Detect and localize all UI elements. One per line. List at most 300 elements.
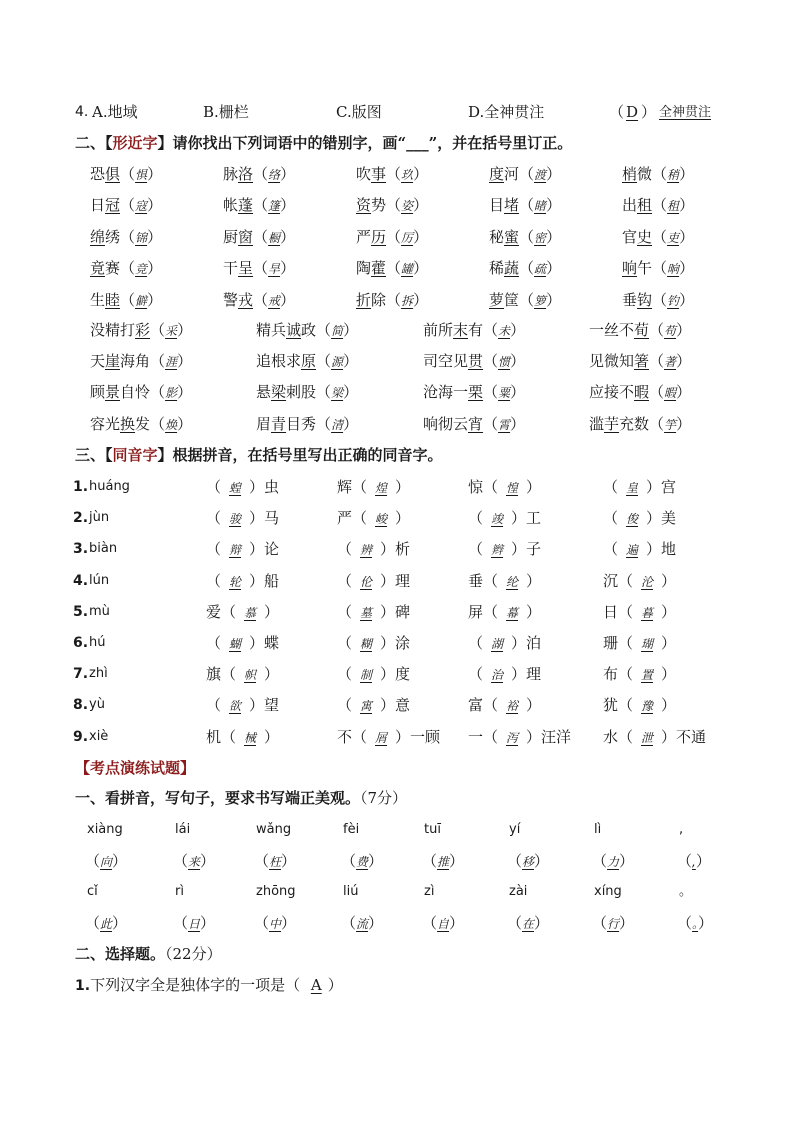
paren: （ xyxy=(649,414,665,433)
word-text: 目 xyxy=(489,196,505,215)
exam-practice-header: 【考点演练试题】 xyxy=(75,759,196,777)
answer-letter: A xyxy=(310,976,322,994)
homophone-item xyxy=(337,602,410,623)
homophone-answer: 暮 xyxy=(641,605,654,620)
item-text: （ xyxy=(206,478,222,496)
idiom-text: 精兵 xyxy=(256,321,287,339)
paren: （ xyxy=(150,321,166,339)
paren: ） xyxy=(546,165,562,183)
homophone-answer: 蝴 xyxy=(229,637,242,651)
item-text: ）望 xyxy=(249,696,280,715)
error-char: 栗 xyxy=(468,383,484,402)
homophone-answer: 慕 xyxy=(244,605,257,620)
homophone-item xyxy=(603,664,676,685)
paren: （ xyxy=(652,196,668,215)
paren: ） xyxy=(280,196,296,215)
item-text: （ xyxy=(337,634,353,652)
correction-answer: 梁 xyxy=(331,386,344,401)
paren: ） xyxy=(534,852,550,870)
correction-answer: 惧 xyxy=(135,168,148,182)
homophone-item xyxy=(337,508,410,529)
item-number: 8. xyxy=(73,697,89,714)
paren: （ xyxy=(120,227,136,246)
homophone-answer: 惶 xyxy=(506,481,519,495)
idiom-text: 海角 xyxy=(120,352,151,371)
answer-char: 行 xyxy=(607,917,620,931)
option-c: C.版图 xyxy=(336,103,382,121)
paren: ） xyxy=(280,259,296,278)
paren: （ xyxy=(592,852,608,870)
homophone-answer: 竣 xyxy=(491,512,504,527)
item-text: （ xyxy=(206,571,222,590)
answer-cell xyxy=(254,851,296,872)
heading-instruction: 】根据拼音，在括号里写出正确的同音字。 xyxy=(157,446,443,464)
paren: ） xyxy=(413,196,429,215)
paren: ） xyxy=(510,321,526,339)
item-text: 布（ xyxy=(603,665,634,684)
item-text: 沉（ xyxy=(603,571,634,590)
correction-answer: 稍 xyxy=(667,168,680,182)
idiom-text: 顾 xyxy=(90,383,106,402)
paren: （ xyxy=(483,321,499,339)
word-item xyxy=(622,164,694,185)
pinyin-syllable: rì xyxy=(175,884,184,899)
homophone-answer: 屑 xyxy=(375,730,388,745)
homophone-item xyxy=(468,727,571,748)
word-item xyxy=(90,290,162,311)
paren: ） xyxy=(280,227,296,246)
option-b: B.栅栏 xyxy=(203,103,249,121)
homophone-answer: 裕 xyxy=(506,699,519,714)
idiom-text: 前所 xyxy=(423,321,454,339)
answer-cell xyxy=(677,913,713,934)
item-text: ） xyxy=(264,665,280,684)
pinyin-syllable: liú xyxy=(343,884,359,899)
item-text: （ xyxy=(337,602,353,621)
error-char: 俱 xyxy=(105,165,121,183)
paren: ） xyxy=(147,196,163,215)
homophone-answer: 糊 xyxy=(360,637,373,651)
item-text: （ xyxy=(468,634,484,652)
answer-cell xyxy=(677,851,711,872)
answer-char: 在 xyxy=(522,917,535,931)
paren: （ xyxy=(173,852,189,870)
error-char: 彩 xyxy=(135,321,151,339)
answer-letter: D xyxy=(626,103,639,121)
item-text: （ xyxy=(206,509,222,528)
pinyin-syllable: xiàng xyxy=(87,822,123,837)
item-text: ）船 xyxy=(249,571,280,590)
homophone-item xyxy=(337,633,410,654)
answer-open-paren: （ xyxy=(609,103,625,121)
paren: ） xyxy=(200,914,216,932)
homophone-answer: 置 xyxy=(641,668,654,683)
paren: ） xyxy=(676,414,692,433)
heading-prefix: 二、【 xyxy=(75,134,113,152)
item-text: （ xyxy=(206,540,222,559)
correction-answer: 简 xyxy=(331,324,344,338)
item-text: ）马 xyxy=(249,509,280,528)
error-char: 绵 xyxy=(90,227,106,246)
error-char: 诚 xyxy=(286,321,302,339)
error-char: 窗 xyxy=(238,227,254,246)
item-text: ） xyxy=(526,696,542,715)
paren: （ xyxy=(253,165,269,183)
word-item xyxy=(223,290,295,311)
paren: （ xyxy=(150,352,166,371)
section-2-heading xyxy=(75,133,572,153)
idiom-item xyxy=(90,382,192,403)
option-a: A.地域 xyxy=(92,103,138,121)
paren: ） xyxy=(147,165,163,183)
homophone-item xyxy=(603,477,676,498)
error-char: 钩 xyxy=(637,290,653,309)
homophone-item xyxy=(206,602,279,623)
answer-cell xyxy=(85,851,127,872)
homophone-answer: 辨 xyxy=(360,543,373,558)
idiom-text: 眉 xyxy=(256,414,272,433)
error-char: 冠 xyxy=(105,196,121,215)
correction-answer: 霄 xyxy=(498,417,511,432)
paren: （ xyxy=(649,383,665,402)
pinyin: zhì xyxy=(89,666,108,682)
item-number: 9. xyxy=(73,728,89,745)
paren: （ xyxy=(386,196,402,215)
paren: ） xyxy=(676,321,692,339)
word-text: 帐 xyxy=(223,196,239,215)
paren: （ xyxy=(341,914,357,932)
error-char: 梁 xyxy=(271,383,287,402)
error-char: 藿 xyxy=(371,259,387,278)
homophone-item xyxy=(337,477,410,498)
answer-char: 流 xyxy=(356,917,369,931)
correction-answer: 疏 xyxy=(534,262,547,277)
item-number: 7. xyxy=(73,666,89,683)
word-item xyxy=(489,164,561,185)
item-text: 惊（ xyxy=(468,478,499,496)
paren: （ xyxy=(652,227,668,246)
word-text: 脉 xyxy=(223,165,239,183)
correction-answer: 清 xyxy=(331,417,344,432)
pinyin-syllable: yí xyxy=(509,822,521,837)
idiom-text: 充数 xyxy=(619,414,650,433)
homophone-answer: 帜 xyxy=(244,668,257,683)
homophone-item xyxy=(206,571,279,592)
item-text: ）美 xyxy=(646,509,677,528)
item-text: （ xyxy=(206,696,222,715)
item-text: ） xyxy=(395,478,411,496)
idiom-text: 容光 xyxy=(90,414,121,433)
homophone-item xyxy=(603,508,676,529)
item-text: 水（ xyxy=(603,727,634,746)
item-text: ）涂 xyxy=(380,634,411,652)
item-text: ）汪洋 xyxy=(526,727,572,746)
paren: （ xyxy=(649,321,665,339)
paren: （ xyxy=(677,852,693,870)
paren: （ xyxy=(253,196,269,215)
word-text: 恐 xyxy=(90,165,106,183)
answer-cell xyxy=(173,913,215,934)
pinyin: biàn xyxy=(89,541,118,557)
paren: ） xyxy=(147,290,163,309)
homophone-answer: 湖 xyxy=(491,637,504,651)
word-text: 绣 xyxy=(105,227,121,246)
answer-char: 向 xyxy=(100,855,113,869)
idiom-text: 滥 xyxy=(589,414,605,433)
word-text: 河 xyxy=(504,165,520,183)
idiom-text: 自怜 xyxy=(120,383,151,402)
item-text: ）虫 xyxy=(249,478,280,496)
item-number: 1. xyxy=(73,479,89,495)
answer-cell xyxy=(85,913,127,934)
part-1-title: 一、看拼音，写句子，要求书写端正美观。 xyxy=(75,789,361,807)
paren: （ xyxy=(120,165,136,183)
item-number: 4. xyxy=(73,572,89,589)
word-item xyxy=(622,258,694,279)
paren: （ xyxy=(253,290,269,309)
item-text: 垂（ xyxy=(468,571,499,590)
paren: ） xyxy=(679,290,695,309)
correction-answer: 惯 xyxy=(498,355,511,370)
idiom-text: 天 xyxy=(90,352,106,371)
pinyin-syllable: 。 xyxy=(679,884,693,899)
paren: （ xyxy=(316,414,332,433)
paren: ） xyxy=(698,914,714,932)
paren: ） xyxy=(413,165,429,183)
item-text: （ xyxy=(468,540,484,559)
item-text: 严（ xyxy=(337,509,368,528)
homophone-item xyxy=(468,602,541,623)
item-text: ）论 xyxy=(249,540,280,559)
item-text: ） xyxy=(661,571,677,590)
correction-answer: 著 xyxy=(664,355,677,370)
error-char: 堵 xyxy=(504,196,520,215)
answer-cell xyxy=(341,851,383,872)
idiom-text: 悬 xyxy=(256,383,272,402)
homophone-answer: 幕 xyxy=(506,605,519,620)
error-char: 蔬 xyxy=(504,259,520,278)
correction-answer: 络 xyxy=(268,168,281,182)
paren: ） xyxy=(676,383,692,402)
idiom-item xyxy=(256,320,358,341)
homophone-item xyxy=(206,727,279,748)
correction-answer: 苟 xyxy=(664,324,677,338)
error-char: 暇 xyxy=(634,383,650,402)
paren: ） xyxy=(280,290,296,309)
correction-answer: 竞 xyxy=(135,262,148,277)
homophone-item xyxy=(337,727,440,748)
word-item xyxy=(356,258,428,279)
paren: ） xyxy=(413,227,429,246)
paren: （ xyxy=(173,914,189,932)
word-text: 秘 xyxy=(489,227,505,246)
idiom-item xyxy=(589,320,691,341)
answer-char: 自 xyxy=(437,917,450,931)
homophone-item xyxy=(206,664,279,685)
word-text: 稀 xyxy=(489,259,505,278)
homophone-item xyxy=(603,633,676,654)
word-item xyxy=(622,195,694,216)
homophone-answer: 骏 xyxy=(229,512,242,527)
error-char: 梢 xyxy=(622,165,638,183)
idiom-text: 追根求 xyxy=(256,352,302,371)
word-item xyxy=(489,258,561,279)
item-text: ） xyxy=(526,602,542,621)
paren: （ xyxy=(483,383,499,402)
item-text: （ xyxy=(206,634,222,652)
homophone-item xyxy=(468,508,541,529)
homophone-answer: 墓 xyxy=(360,605,373,620)
homophone-item xyxy=(206,695,279,716)
homophone-answer: 蝗 xyxy=(229,481,242,495)
item-text: 富（ xyxy=(468,696,499,715)
idiom-text: 没精打 xyxy=(90,321,136,339)
item-text: 机（ xyxy=(206,727,237,746)
error-char: 租 xyxy=(637,196,653,215)
homophone-answer: 泻 xyxy=(506,730,519,745)
item-text: ）蝶 xyxy=(249,634,280,652)
error-char: 萝 xyxy=(489,290,505,309)
pinyin-syllable: lái xyxy=(175,822,191,837)
correction-answer: 睹 xyxy=(534,199,547,214)
paren: （ xyxy=(507,852,523,870)
heading-instruction: 】请你找出下列词语中的错别字，画“___”，并在括号里订正。 xyxy=(157,134,573,152)
idiom-text: 响彻云 xyxy=(423,414,469,433)
word-text: 垂 xyxy=(622,290,638,309)
answer-char: 。 xyxy=(692,917,699,931)
item-text: ） xyxy=(395,509,411,528)
item-number: 5. xyxy=(73,603,89,620)
word-item xyxy=(90,227,162,248)
item-text: ） xyxy=(264,602,280,621)
word-text: 午 xyxy=(637,259,653,278)
answer-char: , xyxy=(692,855,696,869)
error-char: 洛 xyxy=(238,165,254,183)
homophone-item xyxy=(603,539,676,560)
homophone-answer: 轮 xyxy=(229,574,242,589)
question-number: 1. xyxy=(75,978,91,994)
item-text: ）碑 xyxy=(380,602,411,621)
question-number: 4. xyxy=(75,104,89,120)
error-char: 响 xyxy=(622,259,638,278)
pinyin-syllable: zài xyxy=(509,884,528,899)
item-number: 2. xyxy=(73,510,89,527)
paren: （ xyxy=(85,914,101,932)
pinyin: yù xyxy=(89,697,105,713)
paren: ） xyxy=(679,227,695,246)
item-text: ）泊 xyxy=(511,634,542,652)
pinyin-syllable: lì xyxy=(594,822,602,837)
pinyin: xiè xyxy=(89,728,109,744)
error-char: 末 xyxy=(453,321,469,339)
paren: （ xyxy=(483,352,499,371)
correction-answer: 租 xyxy=(667,199,680,214)
correction-answer: 粟 xyxy=(498,386,511,401)
word-text: 生 xyxy=(90,290,106,309)
paren: （ xyxy=(519,165,535,183)
item-text: 一（ xyxy=(468,727,499,746)
paren: ） xyxy=(546,259,562,278)
paren: ） xyxy=(546,290,562,309)
paren: ） xyxy=(534,914,550,932)
word-text: 吹 xyxy=(356,165,372,183)
part-1-heading xyxy=(75,788,407,808)
homophone-item xyxy=(468,477,541,498)
paren: （ xyxy=(422,914,438,932)
part-2-score: （22分） xyxy=(165,945,222,963)
paren: ） xyxy=(177,414,193,433)
paren: （ xyxy=(652,259,668,278)
answer-cell xyxy=(422,913,464,934)
correction-answer: 密 xyxy=(534,230,547,245)
error-char: 箸 xyxy=(634,352,650,371)
paren: （ xyxy=(85,852,101,870)
paren: （ xyxy=(253,259,269,278)
item-text: （ xyxy=(603,540,619,559)
idiom-item xyxy=(256,414,358,435)
item-text: ）意 xyxy=(380,696,411,715)
item-text: ） xyxy=(661,602,677,621)
error-char: 芋 xyxy=(604,414,620,433)
paren: （ xyxy=(386,290,402,309)
paren: ） xyxy=(449,852,465,870)
item-number: 3. xyxy=(73,541,89,558)
word-item xyxy=(90,164,162,185)
word-text: 势 xyxy=(371,196,387,215)
heading-prefix: 三、【 xyxy=(75,446,113,464)
homophone-item xyxy=(337,664,410,685)
close-paren: ） xyxy=(327,976,343,994)
item-text: ） xyxy=(526,571,542,590)
paren: （ xyxy=(422,852,438,870)
paren: ） xyxy=(413,259,429,278)
homophone-answer: 械 xyxy=(244,730,257,745)
error-char: 历 xyxy=(371,227,387,246)
word-text: 除 xyxy=(371,290,387,309)
answer-char: 此 xyxy=(100,917,113,931)
paren: ） xyxy=(413,290,429,309)
idiom-item xyxy=(90,351,192,372)
paren: ） xyxy=(281,852,297,870)
word-text: 出 xyxy=(622,196,638,215)
item-text: （ xyxy=(337,571,353,590)
item-text: （ xyxy=(603,478,619,496)
paren: ） xyxy=(147,227,163,246)
paren: （ xyxy=(519,259,535,278)
idiom-item xyxy=(589,382,691,403)
homophone-item xyxy=(603,727,706,748)
word-item xyxy=(90,258,162,279)
homophone-answer: 治 xyxy=(491,668,504,683)
homophone-answer: 豫 xyxy=(641,699,654,714)
correction-answer: 采 xyxy=(165,324,178,338)
item-text: （ xyxy=(468,509,484,528)
homophone-answer: 寓 xyxy=(360,699,373,714)
pinyin-syllable: , xyxy=(679,822,684,837)
correction-answer: 僻 xyxy=(135,293,148,308)
error-char: 蜜 xyxy=(504,227,520,246)
word-item xyxy=(223,227,295,248)
item-text: 辉（ xyxy=(337,478,368,496)
item-text: ）析 xyxy=(380,540,411,559)
idiom-item xyxy=(256,351,358,372)
correction-answer: 渡 xyxy=(534,168,547,182)
homophone-answer: 瑚 xyxy=(641,637,654,651)
word-text: 警 xyxy=(223,290,239,309)
answer-char: 费 xyxy=(356,855,369,869)
pinyin-syllable: cǐ xyxy=(87,884,98,899)
idiom-text: 沧海一 xyxy=(423,383,469,402)
